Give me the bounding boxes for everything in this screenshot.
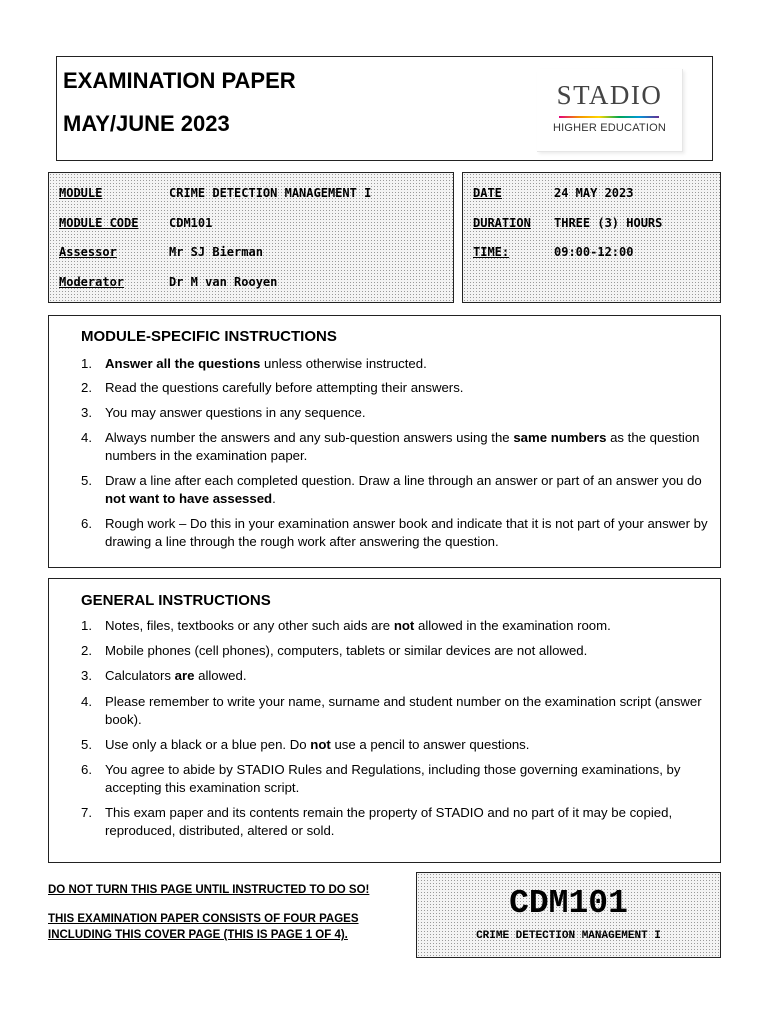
item-text [105,642,711,660]
item-number: 1. [81,356,92,371]
text-run: Draw a line after each completed question. Draw a line through an answer or part of an answer you do [105,473,702,488]
text-run: Please remember to write your name, surname and student number on the examination script (answer book). [105,694,702,727]
info-value: 24 MAY 2023 [554,186,634,200]
info-row-time [463,245,720,265]
logo-color-bar [559,116,659,118]
item-number: 7. [81,805,92,820]
item-number: 2. [81,380,92,395]
text-run: unless otherwise instructed. [260,356,427,371]
info-label: Assessor [59,245,117,259]
item-text [105,472,711,508]
info-label: Moderator [59,275,125,289]
general-instructions [48,578,721,863]
info-value: CDM101 [169,216,213,230]
text-run: Always number the answers and any sub-question answers using the [105,430,514,445]
info-label: DURATION [473,216,531,230]
emphasis-text: Answer all the questions [105,356,261,371]
item-number: 4. [81,694,92,709]
page-count-line-2: INCLUDING THIS COVER PAGE (THIS IS PAGE 1 OF 4). [48,929,348,941]
exam-header [56,56,713,161]
text-run: Mobile phones (cell phones), computers, tablets or similar devices are not allowed. [105,643,588,658]
info-label: TIME: [473,245,510,259]
item-text [105,761,711,797]
item-number: 3. [81,668,92,683]
item-text [105,355,711,373]
text-run: This exam paper and its contents remain the property of STADIO and no part of it may be copied, reproduced, distributed, altered or sold. [105,805,673,838]
info-row-module-code [49,216,453,236]
emphasis-text: are [174,668,195,683]
emphasis-text: not [393,618,415,633]
item-number: 4. [81,430,92,445]
item-number: 6. [81,516,92,531]
module-code-panel [416,872,721,958]
info-row-moderator [49,275,453,295]
item-text [105,693,711,729]
item-number: 3. [81,405,92,420]
item-text [105,667,711,685]
text-run: Notes, files, textbooks or any other such aids are [105,618,394,633]
info-value: Mr SJ Bierman [169,245,263,259]
text-run: allowed in the examination room. [414,618,611,633]
info-label: DATE [473,186,502,200]
info-value: THREE (3) HOURS [554,216,663,230]
info-row-date [463,186,720,206]
item-number: 5. [81,737,92,752]
exam-session: MAY/JUNE 2023 [63,111,230,136]
item-text [105,736,711,754]
logo-subtext: HIGHER EDUCATION [552,122,666,134]
text-run: Rough work – Do this in your examination answer book and indicate that it is not part of your answer by drawing a line through the rough work after answering the question. [105,516,708,549]
exam-schedule-panel [462,172,721,303]
text-run: Use only a black or a blue pen. Do [105,737,311,752]
text-run: You may answer questions in any sequence. [105,405,366,420]
info-label: MODULE [59,186,103,200]
info-value: Dr M van Rooyen [169,275,278,289]
item-number: 1. [81,618,92,633]
module-name: CRIME DETECTION MANAGEMENT I [476,930,661,942]
module-info-panel [48,172,454,303]
text-run: Read the questions carefully before attempting their answers. [105,380,464,395]
text-run: as the question numbers in the examination paper. [105,430,700,463]
item-text [105,379,711,397]
do-not-turn-warning: DO NOT TURN THIS PAGE UNTIL INSTRUCTED TO DO SO! [48,884,370,896]
info-label: MODULE CODE [59,216,139,230]
info-row-duration [463,216,720,236]
info-value: 09:00-12:00 [554,245,634,259]
section-heading: MODULE-SPECIFIC INSTRUCTIONS [81,328,337,345]
text-run: . [272,491,276,506]
item-number: 5. [81,473,92,488]
text-run: use a pencil to answer questions. [330,737,530,752]
item-text [105,515,711,551]
exam-title: EXAMINATION PAPER [63,68,296,93]
item-number: 2. [81,643,92,658]
info-value: CRIME DETECTION MANAGEMENT I [169,186,372,200]
text-run: Calculators [105,668,175,683]
logo-wordmark: STADIO [556,80,663,110]
info-row-assessor [49,245,453,265]
item-text [105,429,711,465]
text-run: You agree to abide by STADIO Rules and Regulations, including those governing examinations, by accepting this examination script. [105,762,681,795]
emphasis-text: same numbers [513,430,607,445]
page-count-line-1: THIS EXAMINATION PAPER CONSISTS OF FOUR PAGES [48,913,359,925]
emphasis-text: not want to have assessed [105,491,273,506]
item-text [105,804,711,840]
info-row-module [49,186,453,206]
item-text [105,617,711,635]
module-instructions [48,315,721,568]
item-number: 6. [81,762,92,777]
text-run: allowed. [194,668,247,683]
item-text [105,404,711,422]
stadio-logo [537,69,683,152]
emphasis-text: not [310,737,331,752]
module-code: CDM101 [509,885,628,922]
section-heading: GENERAL INSTRUCTIONS [81,592,271,609]
